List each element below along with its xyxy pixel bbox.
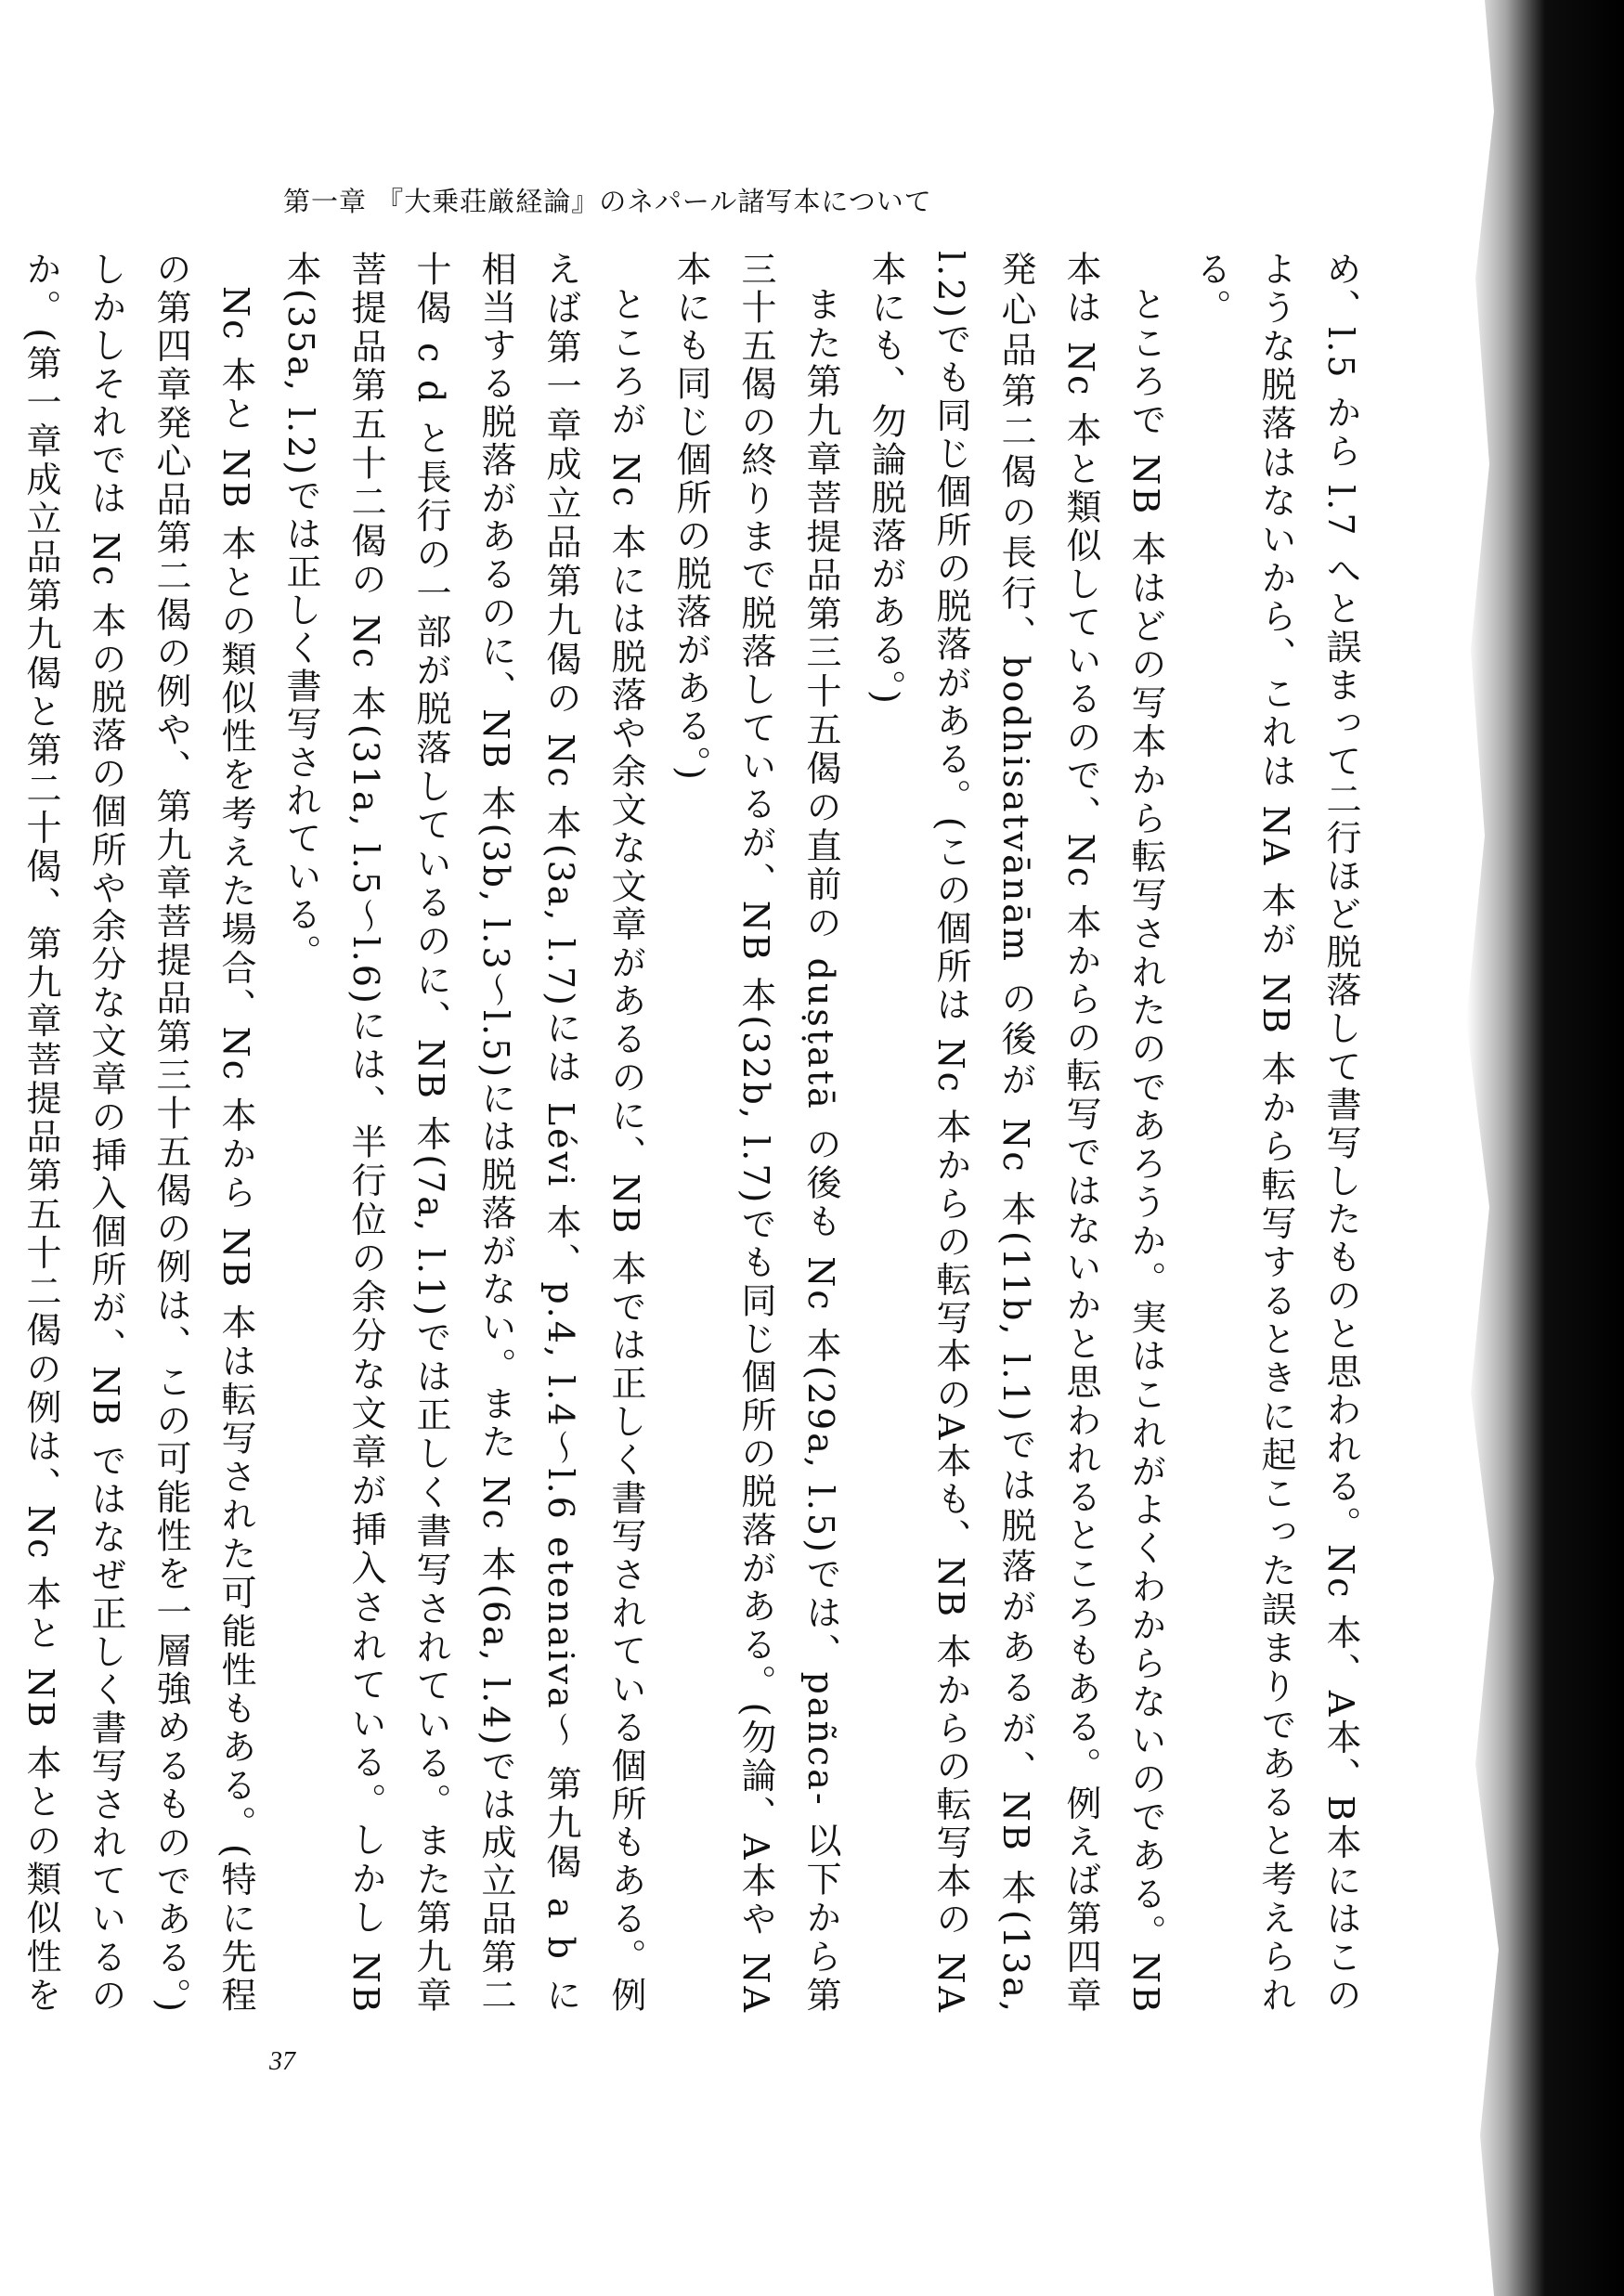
paragraph-5: Nc 本と NB 本との類似性を考えた場合、Nc 本から NB 本は転写された可能性もある。(特に先程の第四章発心品第二偈の例や、第九章菩提品第三十五偈の例は、この可能性を一層強めるものである。)しかしそれでは Nc 本の脱落の個所や余分な文章の挿入個所が、NB ではなぜ正しく書写されているのか。(第一章成立品第九偈と第二十偈、第九章菩提品第五十二偈の例は、Nc 本と NB 本との類似性を [20,251,256,2015]
scan-shadow-edge [1429,0,1624,2296]
paragraph-2: ところで NB 本はどの写本から転写されたのであろうか。実はこれがよくわからないのである。NB 本は Nc 本と類似しているので、Nc 本からの転写ではないかと思われるところもある。例えば第四章発心品第二偈の長行、bodhisatvānām の後が Nc 本(11b, l.1)では脱落があるが、NB 本(13a, l.2)でも同じ個所の脱落がある。(この個所は Nc 本からの転写本のA本も、NB 本からの転写本の NA 本にも、勿論脱落がある。) [865,251,1166,2015]
body-text [20,251,1373,2015]
paragraph-1: め、l.5 から l.7 へと誤まって二行ほど脱落して書写したものと思われる。Nc 本、A本、B本にはこのような脱落はないから、これは NA 本が NB 本から転写するときに起こった誤まりであると考えられる。 [1190,251,1361,2015]
page-number: 37 [269,2047,295,2076]
paragraph-3: また第九章菩提品第三十五偈の直前の duṣṭatā の後も Nc 本(29a, l.5)では、pañca- 以下から第三十五偈の終りまで脱落しているが、NB 本(32b, l.7)でも同じ個所の脱落がある。(勿論、A本や NA 本にも同じ個所の脱落がある。) [670,251,841,2015]
paragraph-4: ところが Nc 本には脱落や余文な文章があるのに、NB 本では正しく書写されている個所もある。例えば第一章成立品第九偈の Nc 本(3a, l.7)には Lévi 本、p.4, l.4〜l.6 etenaiva〜 第九偈 a b に相当する脱落があるのに、NB 本(3b, l.3〜l.5)には脱落がない。また Nc 本(6a, l.4)では成立品第二十偈 c d と長行の一部が脱落しているのに、NB 本(7a, l.1)では正しく書写されている。また第九章菩提品第五十二偈の Nc 本(31a, l.5〜l.6)には、半行位の余分な文章が挿入されている。しかし NB 本(35a, l.2)では正しく書写されている。 [280,251,646,2015]
running-header: 第一章 『大乗荘厳経論』のネパール諸写本について [283,186,932,217]
